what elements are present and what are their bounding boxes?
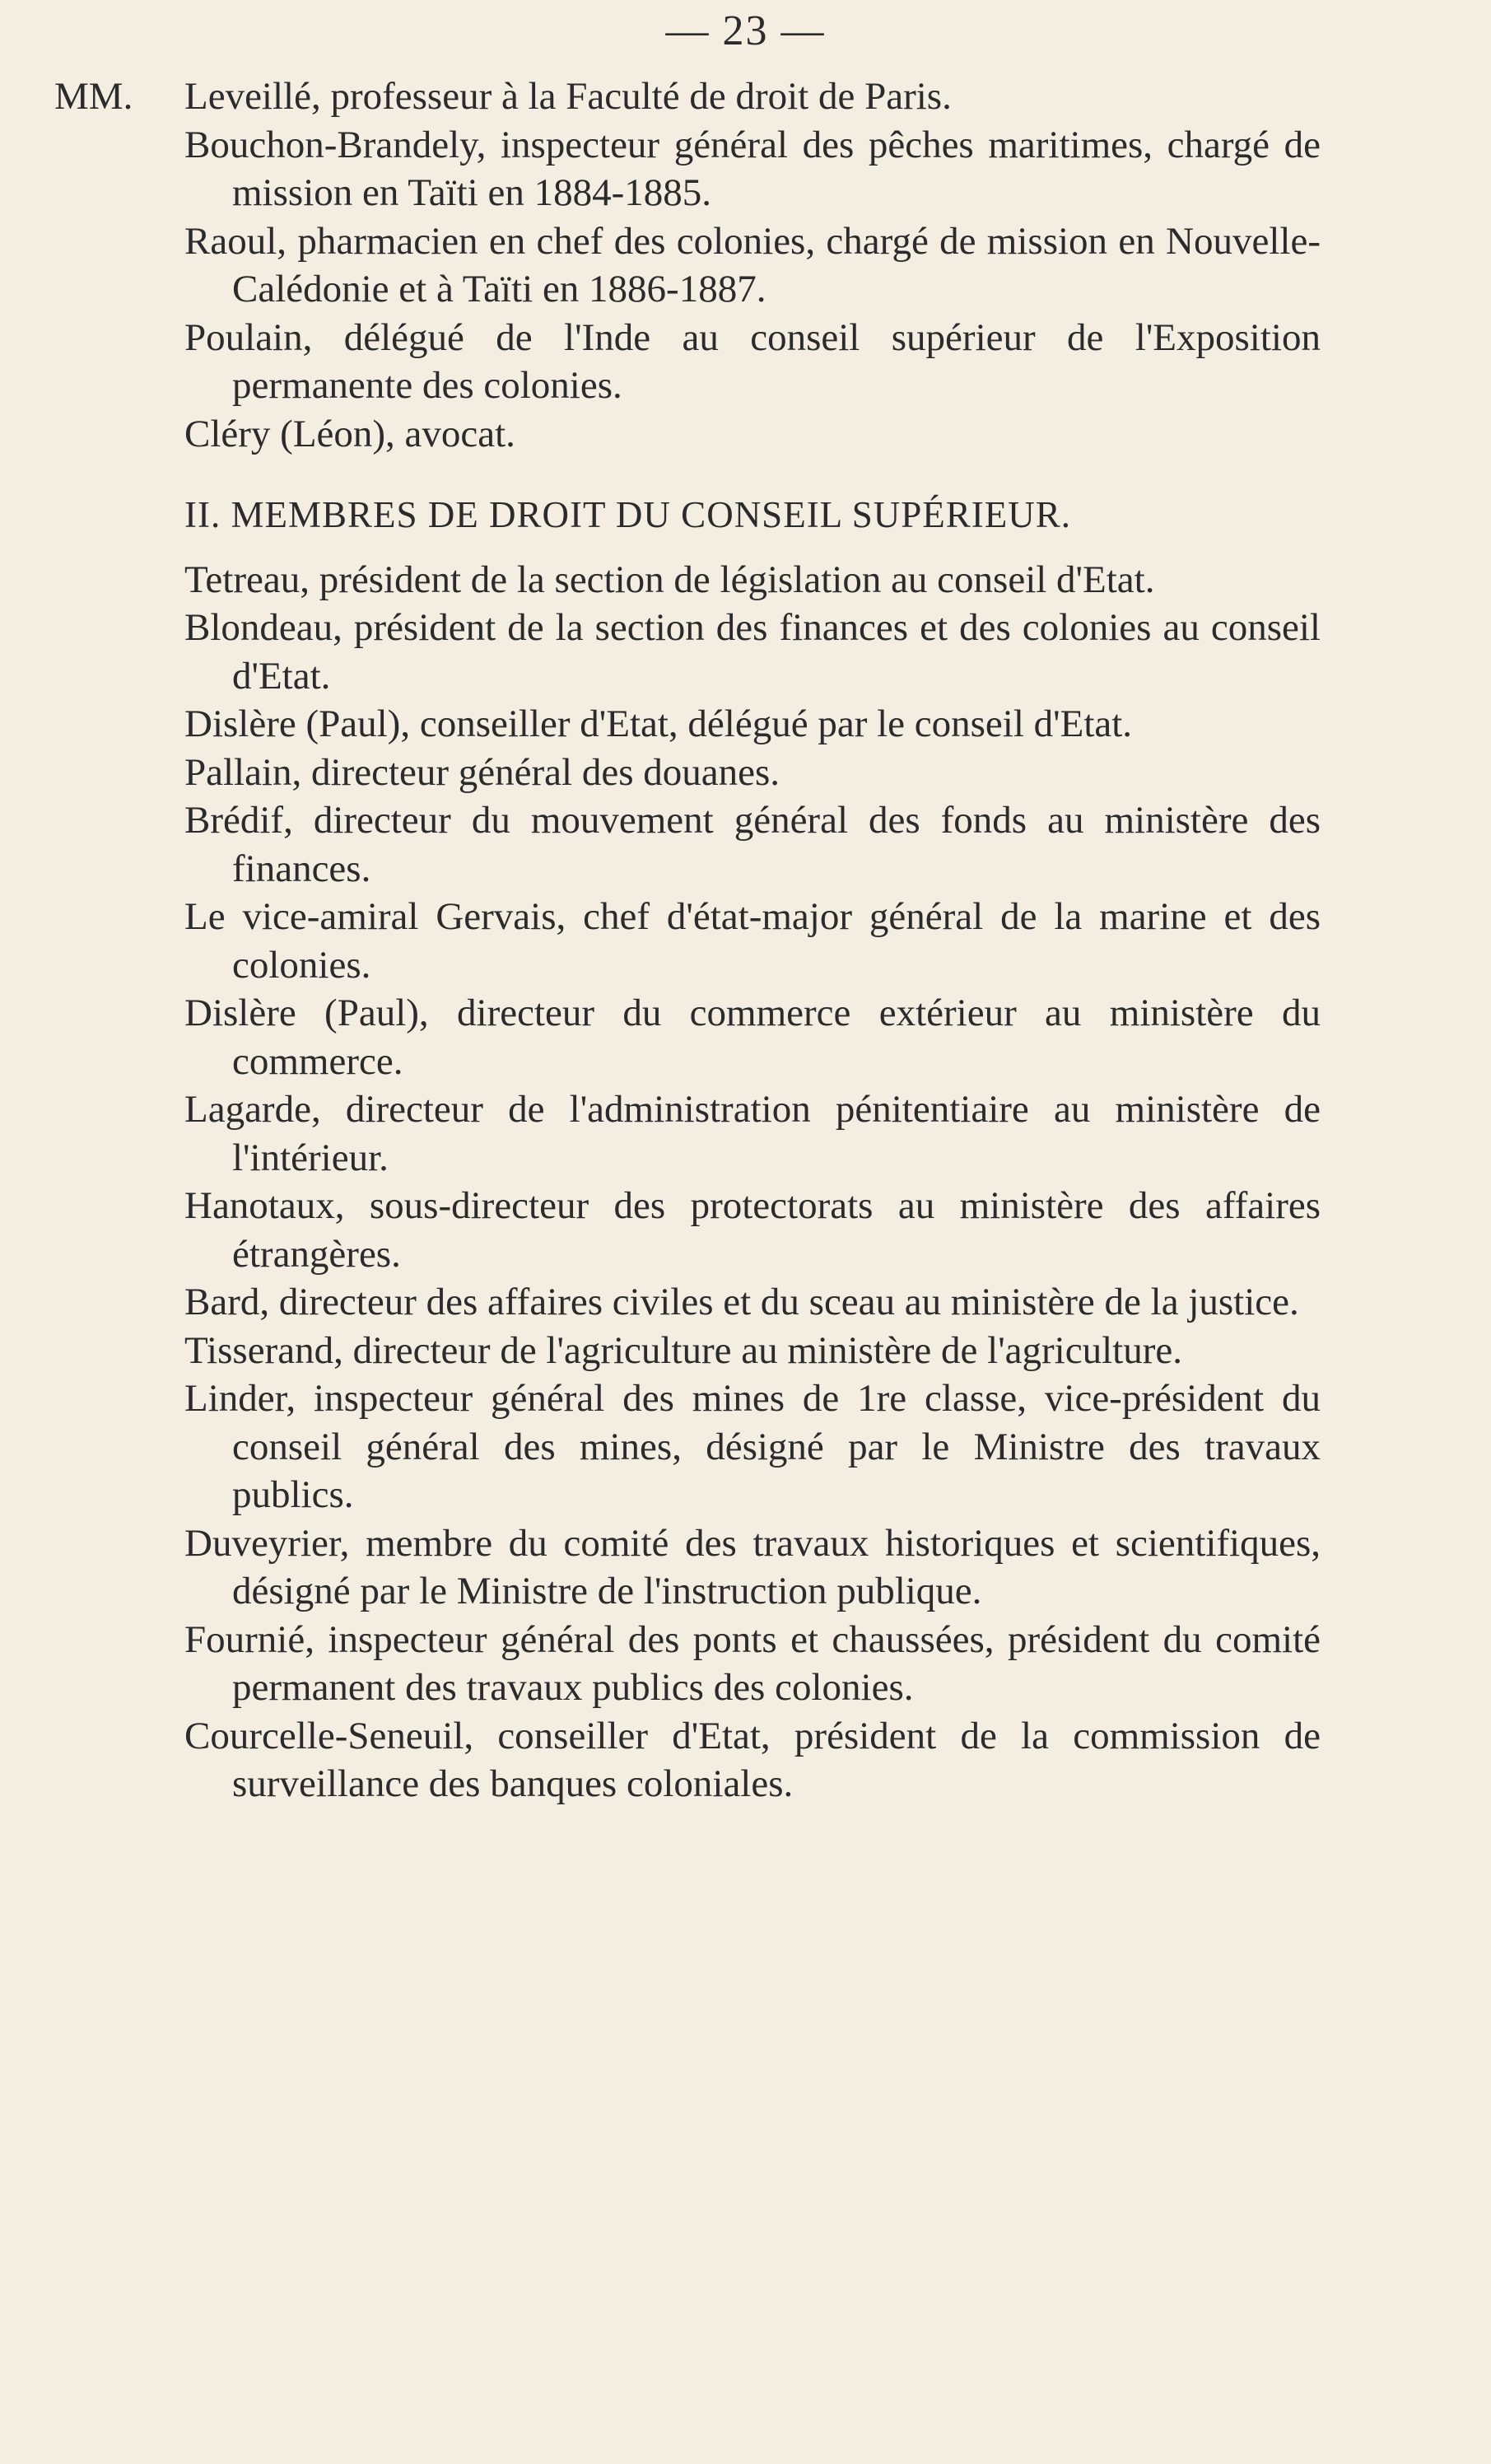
list-item	[184, 989, 1321, 1085]
list-item	[184, 1519, 1321, 1616]
entry-text: Pallain, directeur général des douanes.	[184, 750, 780, 794]
entry-text: Hanotaux, sous-directeur des protectorats au ministère des affaires étrangères.	[184, 1184, 1321, 1276]
list-item	[184, 1616, 1321, 1712]
entry-text: Dislère (Paul), directeur du commerce extérieur au ministère du commerce.	[184, 992, 1321, 1083]
entry-text: Fournié, inspecteur général des ponts et chaussées, président du comité permanent des travaux publics des colonies.	[184, 1617, 1321, 1709]
list-item	[184, 1278, 1321, 1327]
entry-text: Dislère (Paul), conseiller d'Etat, délégué par le conseil d'Etat.	[184, 702, 1133, 745]
list-item	[184, 749, 1321, 797]
list-item	[184, 121, 1321, 217]
section-ex-officio-members	[184, 556, 1321, 1808]
entry-text: Cléry (Léon), avocat.	[184, 412, 515, 455]
page-content	[54, 72, 1321, 1808]
list-item	[54, 72, 1321, 121]
entry-text: Bouchon-Brandely, inspecteur général des pêches maritimes, chargé de mission en Taïti en 1884-1885.	[184, 123, 1321, 214]
list-item	[184, 1327, 1321, 1375]
list-item	[184, 314, 1321, 410]
entry-text: Le vice-amiral Gervais, chef d'état-major général de la marine et des colonies.	[184, 895, 1321, 987]
list-item	[184, 1712, 1321, 1808]
list-item	[184, 410, 1321, 459]
entry-text: Linder, inspecteur général des mines de 1re classe, vice-président du conseil général des mines, désigné par le Ministre des travaux publics.	[184, 1377, 1321, 1516]
entry-text: Lagarde, directeur de l'administration pénitentiaire au ministère de l'intérieur.	[184, 1088, 1321, 1179]
list-item	[184, 556, 1321, 604]
page-number: — 23 —	[665, 7, 826, 54]
honorific-prefix: MM.	[54, 75, 133, 118]
list-item	[184, 1182, 1321, 1278]
entry-text: Raoul, pharmacien en chef des colonies, chargé de mission en Nouvelle-Calédonie et à Taïti en 1886-1887.	[184, 219, 1321, 310]
entry-text: Duveyrier, membre du comité des travaux historiques et scientifiques, désigné par le Ministre de l'instruction publique.	[184, 1521, 1321, 1612]
entry-text: Bard, directeur des affaires civiles et du sceau au ministère de la justice.	[184, 1281, 1299, 1323]
entry-text: Poulain, délégué de l'Inde au conseil supérieur de l'Exposition permanente des colonies.	[184, 315, 1321, 407]
entry-text: Leveillé, professeur à la Faculté de droit de Paris.	[184, 75, 952, 118]
section-heading: II. MEMBRES DE DROIT DU CONSEIL SUPÉRIEUR.	[184, 494, 1072, 535]
list-item	[184, 1374, 1321, 1519]
list-item	[184, 796, 1321, 893]
entry-text: Brédif, directeur du mouvement général des fonds au ministère des finances.	[184, 799, 1321, 890]
list-item	[184, 700, 1321, 749]
entry-text: Tisserand, directeur de l'agriculture au ministère de l'agriculture.	[184, 1328, 1182, 1372]
list-item	[184, 217, 1321, 314]
list-item	[184, 1085, 1321, 1182]
entry-text: Blondeau, président de la section des finances et des colonies au conseil d'Etat.	[184, 606, 1321, 698]
list-item	[184, 604, 1321, 700]
section-members-list	[54, 72, 1321, 458]
entry-text: Tetreau, président de la section de législation au conseil d'Etat.	[184, 558, 1155, 601]
list-item	[184, 893, 1321, 989]
entry-text: Courcelle-Seneuil, conseiller d'Etat, président de la commission de surveillance des banques coloniales.	[184, 1714, 1321, 1805]
